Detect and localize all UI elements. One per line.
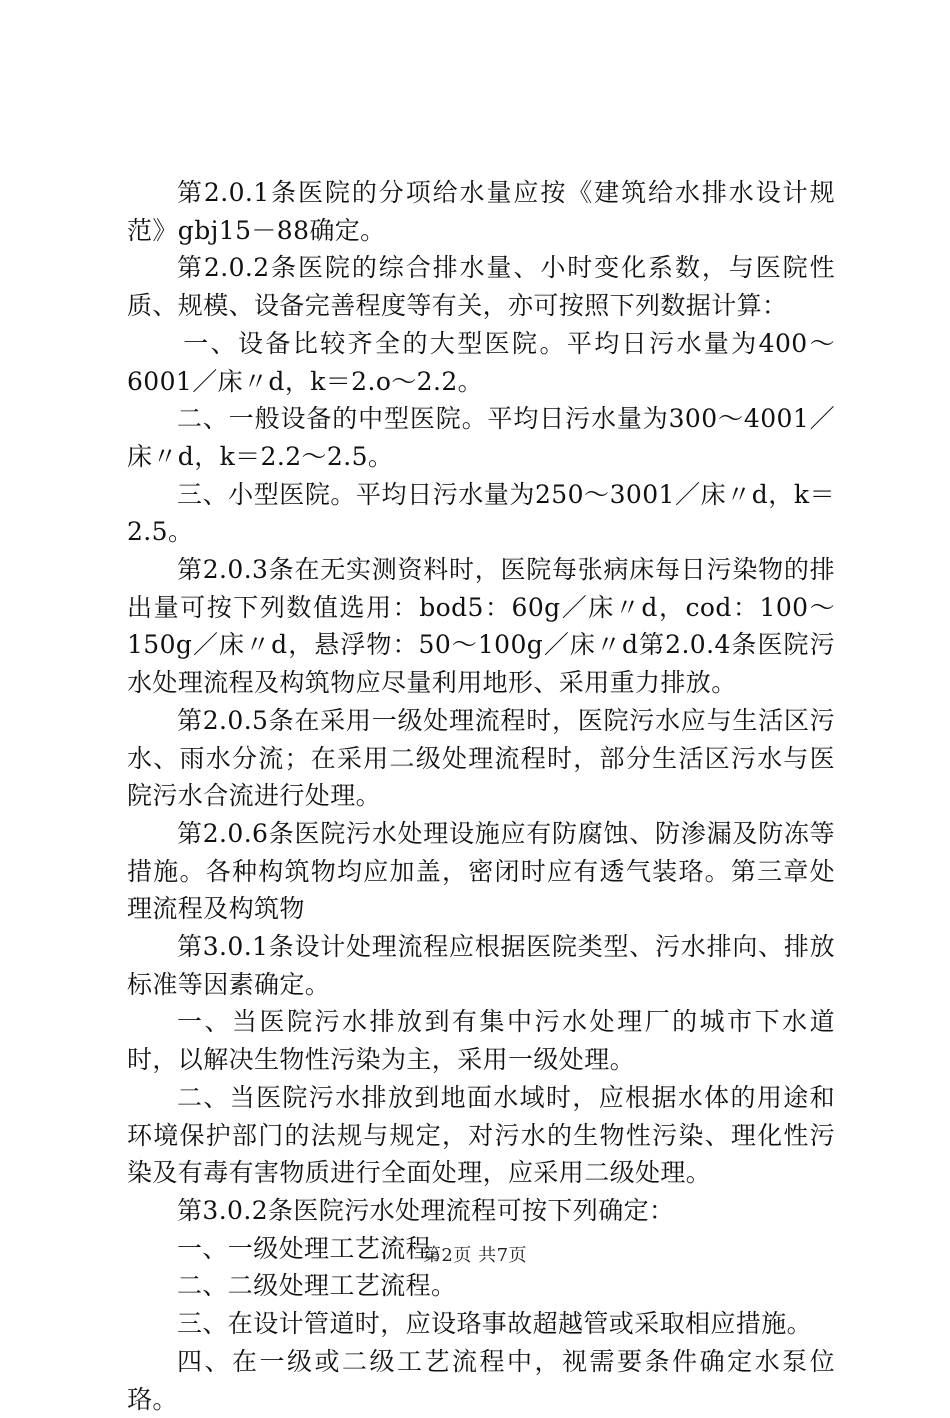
list-item: 三、在设计管道时，应设珞事故超越管或采取相应措施。 — [177, 1309, 813, 1339]
paragraph: 第2.0.1条医院的分项给水量应按《建筑给水排水设计规范》gbj15－88确定。 — [127, 178, 835, 245]
paragraph: 第2.0.2条医院的综合排水量、小时变化系数，与医院性质、规模、设备完善程度等有关，亦可按照下列数据计算： — [127, 253, 835, 321]
paragraph: 第2.0.6条医院污水处理设施应有防腐蚀、防渗漏及防冻等措施。各种构筑物均应加盖，密闭时应有透气装珞。第三章处理流程及构筑物 — [127, 818, 835, 924]
paragraph: 第3.0.2条医院污水处理流程可按下列确定： — [177, 1195, 675, 1225]
list-item: 四、在一级或二级工艺流程中，视需要条件确定水泵位珞。 — [127, 1346, 835, 1414]
paragraph: 第2.0.5条在采用一级处理流程时，医院污水应与生活区污水、雨水分流；在采用二级处理流程时，部分生活区污水与医院污水合流进行处理。 — [127, 705, 835, 811]
page-number: 第2页 共7页 — [422, 1245, 528, 1266]
list-item: 一、一级处理工艺流程。 — [177, 1233, 457, 1263]
document-body — [127, 174, 835, 1418]
list-item: 二、二级处理工艺流程。 — [177, 1271, 457, 1301]
list-item: 三、小型医院。平均日污水量为250～3001／床〃d，k＝2.5。 — [127, 479, 835, 547]
list-item: 二、一般设备的中型医院。平均日污水量为300～4001／床〃d，k＝2.2～2.5。 — [127, 404, 835, 471]
list-item: 二、当医院污水排放到地面水域时，应根据水体的用途和环境保护部门的法规与规定，对污水的生物性污染、理化性污染及有毒有害物质进行全面处理，应采用二级处理。 — [127, 1082, 835, 1188]
paragraph: 第2.0.3条在无实测资料时，医院每张病床每日污染物的排出量可按下列数值选用：bod5：60g／床〃d，cod：100～150g／床〃d，悬浮物：50～100g／床〃d第2.0.4条医院污水处理流程及构筑物应尽量利用地形、采用重力排放。 — [127, 555, 835, 698]
paragraph: 第3.0.1条设计处理流程应根据医院类型、污水排向、排放标准等因素确定。 — [127, 932, 835, 999]
list-item: 一、当医院污水排放到有集中污水处理厂的城市下水道时，以解决生物性污染为主，采用一级处理。 — [127, 1007, 835, 1075]
list-item: 一、设备比较齐全的大型医院。平均日污水量为400～6001／床〃d，k＝2.o～2.2。 — [127, 328, 835, 396]
